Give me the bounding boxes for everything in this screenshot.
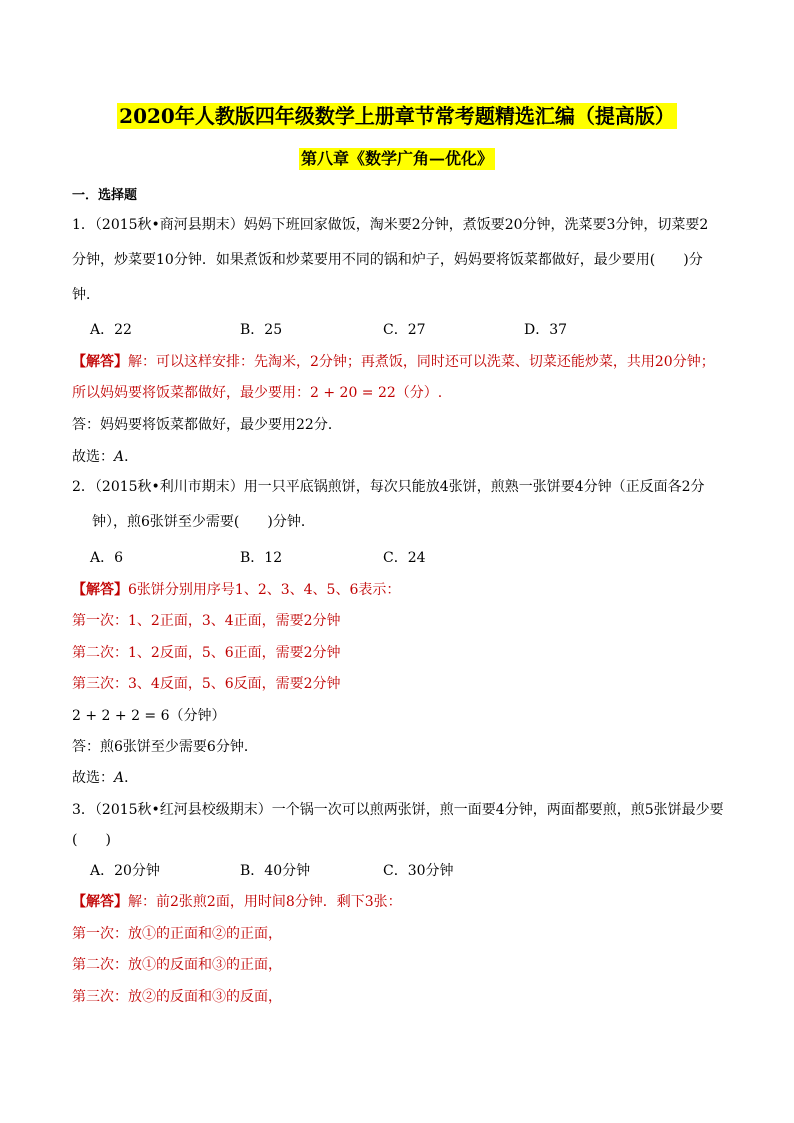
q1-choice-prefix: 故选：	[72, 449, 114, 465]
document-title: 2020年人教版四年级数学上册章节常考题精选汇编（提高版）	[119, 104, 675, 128]
q3-text-line1: 3．（2015秋•红河县校级期末）一个锅一次可以煎两张饼，煎一面要4分钟，两面都要煎，煎5张饼最少要	[72, 802, 724, 818]
chapter-title: 第八章《数学广角—优化》	[300, 149, 493, 168]
q2-option-a: A．6	[90, 550, 124, 566]
q3-solution-text: 解：前2张煎2面，用时间8分钟．剩下3张：	[128, 894, 402, 910]
q1-answer-line: 答：妈妈要将饭菜都做好，最少要用22分．	[72, 417, 342, 433]
q2-choice-suffix: ．	[124, 770, 139, 786]
q2-text-line2: 钟），煎6张饼至少需要( )分钟．	[92, 514, 315, 530]
q3-option-c: C．30分钟	[383, 863, 454, 879]
q2-text-line1: 2．（2015秋•利川市期末）用一只平底锅煎饼，每次只能放4张饼，煎熟一张饼要4分钟（正反面各2分	[72, 479, 705, 495]
q2-solution-line5: 2 + 2 + 2 = 6（分钟）	[72, 708, 226, 724]
q2-option-c: C．24	[383, 550, 426, 566]
q3-solution-line2: 第一次：放①的正面和②的正面，	[72, 926, 282, 942]
answer-tag: 【解答】	[72, 354, 128, 370]
q1-choice-suffix: ．	[124, 449, 139, 465]
q2-solution-line3: 第二次：1、2反面，5、6正面，需要2分钟	[72, 645, 341, 661]
q3-solution-line3: 第二次：放①的反面和③的正面，	[72, 957, 282, 973]
q2-choice: A	[114, 770, 125, 786]
q3-text-line2: ( )	[72, 832, 111, 848]
title-block	[0, 103, 794, 129]
q3-solution-line4: 第三次：放②的反面和③的反面，	[72, 989, 282, 1005]
subtitle-block	[0, 148, 794, 170]
q3-solution-line1	[72, 892, 402, 912]
q1-solution-line1	[72, 352, 715, 372]
q2-solution-line4: 第三次：3、4反面，5、6反面，需要2分钟	[72, 676, 341, 692]
q2-choice-prefix: 故选：	[72, 770, 114, 786]
q1-option-d: D．37	[524, 322, 568, 338]
q3-option-a: A．20分钟	[90, 863, 160, 879]
section-heading: 一．选择题	[72, 188, 138, 203]
q1-solution-text: 解：可以这样安排：先淘米，2分钟；再煮饭，同时还可以洗菜、切菜还能炒菜，共用20分钟；	[128, 354, 715, 370]
q2-choice-line	[72, 768, 138, 788]
q1-text-line1: 1．（2015秋•商河县期末）妈妈下班回家做饭，淘米要2分钟，煮饭要20分钟，洗菜要3分钟，切菜要2	[72, 217, 709, 233]
q2-option-b: B．12	[240, 550, 283, 566]
q1-text-line2: 分钟，炒菜要10分钟．如果煮饭和炒菜要用不同的锅和炉子，妈妈要将饭菜都做好，最少要用( )分	[72, 252, 703, 268]
q1-choice-line	[72, 447, 138, 467]
answer-tag: 【解答】	[72, 894, 128, 910]
q2-answer-line: 答：煎6张饼至少需要6分钟．	[72, 739, 258, 755]
q1-solution-line2: 所以妈妈要将饭菜都做好，最少要用：2 + 20 = 22（分）.	[72, 385, 443, 401]
q2-solution-line1	[72, 580, 400, 600]
q2-solution-line2: 第一次：1、2正面，3、4正面，需要2分钟	[72, 613, 341, 629]
q1-option-b: B．25	[240, 322, 283, 338]
q1-text-line3: 钟．	[72, 287, 100, 303]
q1-choice: A	[114, 449, 125, 465]
q1-option-c: C．27	[383, 322, 426, 338]
answer-tag: 【解答】	[72, 582, 128, 598]
q2-solution-text: 6张饼分别用序号1、2、3、4、5、6表示：	[128, 582, 401, 598]
q3-option-b: B．40分钟	[240, 863, 311, 879]
q1-option-a: A．22	[90, 322, 132, 338]
